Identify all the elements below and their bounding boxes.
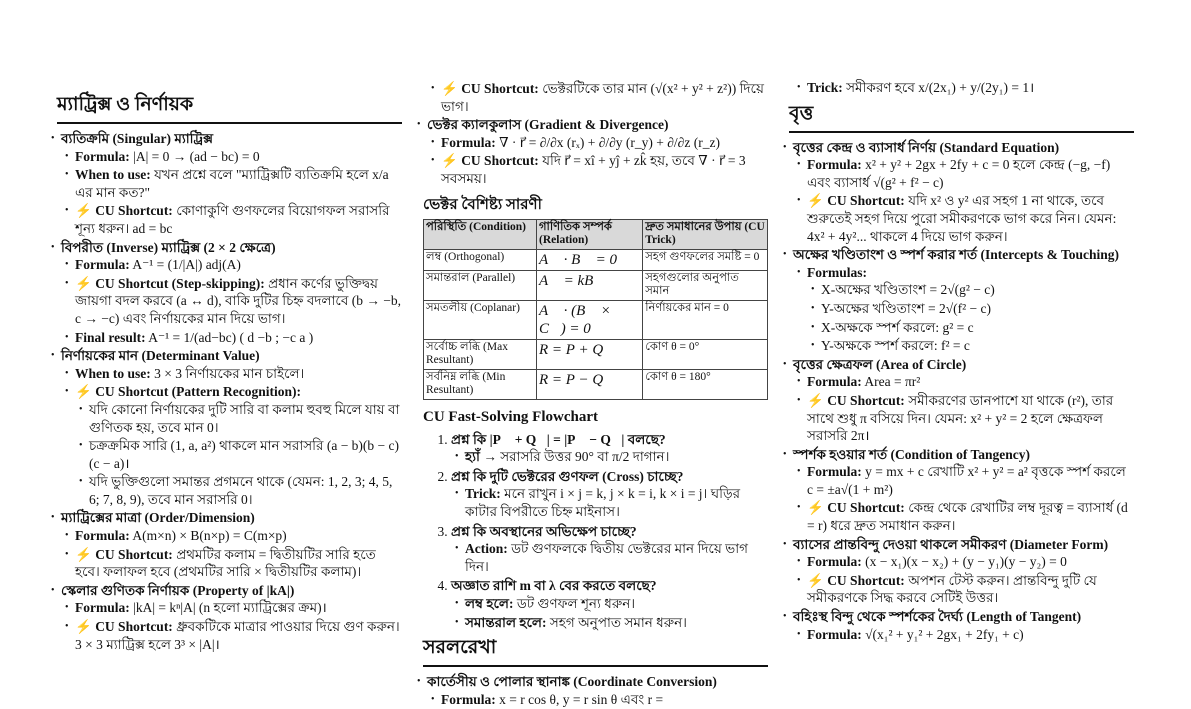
subsection-title: CU Fast-Solving Flowchart bbox=[423, 408, 598, 425]
item-label: CU Shortcut: bbox=[95, 619, 173, 635]
item-label: Final result: bbox=[75, 329, 146, 345]
bullet-list bbox=[793, 264, 1134, 355]
list-item bbox=[807, 192, 1134, 245]
item-label: Formula: bbox=[807, 157, 862, 173]
list-item bbox=[807, 373, 1134, 391]
item-text: ভেক্টরটিকে তার মান (√(x² + y² + z²)) দিয়ে ভাগ। bbox=[441, 81, 764, 114]
item-heading: ব্যতিক্রমি (Singular) ম্যাট্রিক্স bbox=[61, 131, 214, 146]
section-title: সরলরেখা bbox=[423, 637, 768, 667]
item-text: ডট গুণফল শূন্য ধরুন। bbox=[513, 595, 636, 611]
bullet-list bbox=[423, 116, 768, 187]
bullet-list bbox=[57, 130, 402, 653]
lightning-icon: ⚡ bbox=[75, 275, 96, 291]
item-label: CU Shortcut (Pattern Recognition): bbox=[95, 384, 302, 400]
list-item bbox=[441, 134, 768, 152]
item-label: CU Shortcut: bbox=[827, 392, 905, 408]
item-heading: ভেক্টর ক্যালকুলাস (Gradient & Divergence) bbox=[427, 117, 669, 133]
bullet-list bbox=[789, 79, 1134, 97]
subsection-title: ভেক্টর বৈশিষ্ট্য সারণী bbox=[423, 196, 542, 213]
list-item bbox=[441, 691, 768, 709]
item-text: |kA| = kⁿ|A| (n হলো ম্যাট্রিক্সের ক্রম)। bbox=[129, 600, 327, 616]
list-item bbox=[821, 319, 1134, 337]
list-item bbox=[75, 256, 402, 274]
table-row bbox=[424, 249, 768, 270]
table-row bbox=[424, 270, 768, 300]
list-item bbox=[807, 79, 1134, 97]
item-text: প্রথমটির কলাম = দ্বিতীয়টির সারি হতে হবে। ফলাফল হবে (প্রথমটির সারি × দ্বিতীয়টির কলাম)। bbox=[75, 546, 376, 580]
item-text: Area = πr² bbox=[861, 374, 921, 390]
bullet-list bbox=[793, 373, 1134, 444]
table-cell: সর্বনিম্ন লব্ধি (Min Resultant) bbox=[424, 369, 537, 399]
list-item bbox=[89, 401, 402, 436]
item-text: যদি x² ও y² এর সহগ 1 না থাকে, তবে শুরুতেই সহগ দিয়ে পুরো সমীকরণকে ভাগ করে নিন। যেমন: 4x² + 4y²... থাকলে 4 দিয়ে ভাগ করুন। bbox=[807, 193, 1117, 244]
table-cell: কোণ θ = 0° bbox=[643, 339, 768, 369]
list-item bbox=[793, 446, 1134, 535]
item-heading: নির্ণায়কের মান (Determinant Value) bbox=[61, 348, 260, 364]
item-heading: স্পর্শক হওয়ার শর্ত (Condition of Tangency) bbox=[793, 446, 1031, 462]
item-label: সমান্তরাল হলে: bbox=[465, 614, 547, 630]
item-text: X-অক্ষকে স্পর্শ করলে: g² = c bbox=[821, 319, 974, 335]
item-label: CU Shortcut (Step-skipping): bbox=[95, 275, 265, 291]
list-item bbox=[807, 264, 1134, 355]
lightning-icon: ⚡ bbox=[75, 546, 96, 562]
section-title: ম্যাট্রিক্স ও নির্ণায়ক bbox=[57, 94, 402, 124]
item-label: Formula: bbox=[807, 464, 862, 480]
list-item bbox=[89, 437, 402, 472]
item-text: ∇ · r⃗ = ∂/∂x (rₓ) + ∂/∂y (r_y) + ∂/∂z (r_z) bbox=[495, 134, 720, 150]
item-label: Trick: bbox=[465, 486, 501, 502]
bullet-list bbox=[793, 626, 1134, 644]
item-text: A⁻¹ = 1/(ad−bc) ( d −b ; −c a ) bbox=[145, 329, 314, 345]
list-item bbox=[75, 383, 402, 508]
table-row bbox=[424, 369, 768, 399]
column-header: পরিস্থিতি (Condition) bbox=[424, 219, 537, 249]
list-item bbox=[465, 485, 768, 520]
bullet-list bbox=[61, 256, 402, 346]
step-question: প্রশ্ন কি দুটি ভেক্টরের গুণফল (Cross) চাচ্ছে? bbox=[451, 468, 684, 484]
item-label: Trick: bbox=[807, 80, 843, 95]
list-item bbox=[61, 347, 402, 508]
lightning-icon: ⚡ bbox=[75, 619, 96, 635]
bullet-list bbox=[793, 463, 1134, 534]
lightning-icon: ⚡ bbox=[441, 153, 462, 169]
list-item bbox=[807, 463, 1134, 498]
item-text: যদি কোনো নির্ণায়কের দুটি সারি বা কলাম হুবহু মিলে যায় বা গুণিতক হয়, তবে মান 0। bbox=[89, 401, 400, 435]
list-item bbox=[807, 499, 1134, 534]
item-text: X-অক্ষের খণ্ডিতাংশ = 2√(g² − c) bbox=[821, 282, 995, 298]
item-text: সমীকরণের ডানপাশে যা থাকে (r²), তার সাথে শুধু π বসিয়ে দিন। যেমন: x² + y² = 2 হলে ক্ষেত্রফল সরাসরি 2π। bbox=[807, 392, 1114, 444]
table-row bbox=[424, 339, 768, 369]
item-text: কোণাকুণি গুণফলের বিয়োগফল সরাসরি শূন্য ধরুন। ad = bc bbox=[75, 203, 390, 236]
item-label: Formula: bbox=[75, 257, 130, 273]
list-item bbox=[465, 595, 768, 613]
list-item bbox=[793, 536, 1134, 607]
bullet-list bbox=[451, 448, 768, 466]
bullet-list bbox=[793, 156, 1134, 245]
lightning-icon: ⚡ bbox=[807, 500, 828, 516]
list-item bbox=[75, 618, 402, 653]
list-item bbox=[465, 540, 768, 575]
item-text: যদি r⃗ = xî + yĵ + zk̂ হয়, তবে ∇ · r⃗ = 3 সবসময়। bbox=[441, 153, 746, 186]
section-title: বৃত্ত bbox=[789, 103, 1134, 133]
list-item bbox=[75, 527, 402, 545]
flowchart-step bbox=[451, 468, 768, 521]
item-text: অপশন টেস্ট করুন। প্রান্তবিন্দু দুটি যে সমীকরণকে সিদ্ধ করবে সেটিই উত্তর। bbox=[807, 572, 1097, 606]
item-text: x = r cos θ, y = r sin θ এবং r = bbox=[495, 691, 664, 707]
table-cell: R = P + Q bbox=[537, 339, 643, 369]
list-item bbox=[75, 275, 402, 328]
list-item bbox=[793, 246, 1134, 355]
item-label: Action: bbox=[465, 541, 508, 557]
table-cell: সহগ গুণফলের সমষ্টি = 0 bbox=[643, 249, 768, 270]
item-heading: বিপরীত (Inverse) ম্যাট্রিক্স (2 × 2 ক্ষেত্রে) bbox=[61, 239, 276, 255]
item-text: → সরাসরি উত্তর 90° বা π/2 দাগান। bbox=[479, 449, 670, 465]
step-question: প্রশ্ন কি |P⃗ + Q⃗| = |P⃗ − Q⃗| বলছে? bbox=[451, 431, 666, 447]
column-right bbox=[789, 79, 1134, 644]
item-text: ধ্রুবকটিকে মাত্রার পাওয়ার দিয়ে গুণ করুন। 3 × 3 ম্যাট্রিক্স হলে 3³ × |A|। bbox=[75, 619, 400, 652]
list-item bbox=[821, 337, 1134, 355]
list-item bbox=[427, 116, 768, 187]
item-text: Y-অক্ষকে স্পর্শ করলে: f² = c bbox=[821, 338, 970, 354]
list-item bbox=[465, 448, 768, 466]
list-item bbox=[793, 139, 1134, 246]
bullet-list bbox=[789, 139, 1134, 644]
lightning-icon: ⚡ bbox=[807, 572, 828, 588]
table-cell: সর্বোচ্চ লব্ধি (Max Resultant) bbox=[424, 339, 537, 369]
bullet-list bbox=[451, 485, 768, 520]
item-heading: ব্যাসের প্রান্তবিন্দু দেওয়া থাকলে সমীকরণ (Diameter Form) bbox=[793, 536, 1109, 552]
flowchart-step bbox=[451, 523, 768, 576]
lightning-icon: ⚡ bbox=[807, 392, 828, 408]
vector-properties-table bbox=[423, 219, 768, 400]
list-item bbox=[75, 365, 402, 383]
item-label: Formula: bbox=[75, 528, 130, 544]
list-item bbox=[427, 673, 768, 708]
list-item bbox=[821, 281, 1134, 299]
table-cell: A⃗ · (B⃗ × C⃗) = 0 bbox=[537, 300, 643, 339]
bullet-list bbox=[61, 365, 402, 509]
item-label: CU Shortcut: bbox=[827, 500, 905, 516]
list-item bbox=[75, 202, 402, 237]
list-item bbox=[75, 599, 402, 617]
table-cell: R = P − Q bbox=[537, 369, 643, 399]
list-item bbox=[441, 152, 768, 187]
flowchart-step bbox=[451, 577, 768, 631]
table-cell: নির্ণায়কের মান = 0 bbox=[643, 300, 768, 339]
item-text: যদি ভুক্তিগুলো সমান্তর প্রগমনে থাকে (যেমন: 1, 2, 3; 4, 5, 6; 7, 8, 9), তবে মান সরাসরি 0। bbox=[89, 474, 393, 507]
flowchart-step bbox=[451, 431, 768, 466]
item-text: 3 × 3 নির্ণায়কের মান চাইলে। bbox=[150, 365, 305, 381]
table-cell: লম্ব (Orthogonal) bbox=[424, 249, 537, 270]
list-item bbox=[821, 300, 1134, 318]
list-item bbox=[89, 473, 402, 508]
bullet-list bbox=[61, 527, 402, 581]
table-cell: সমতলীয় (Coplanar) bbox=[424, 300, 537, 339]
item-text: |A| = 0 → (ad − bc) = 0 bbox=[129, 148, 260, 164]
item-label: Formula: bbox=[441, 691, 496, 707]
list-item bbox=[441, 80, 768, 115]
column-header: গাণিতিক সম্পর্ক (Relation) bbox=[537, 219, 643, 249]
item-label: CU Shortcut: bbox=[461, 153, 539, 169]
item-label: Formula: bbox=[441, 134, 496, 150]
item-label: Formula: bbox=[807, 554, 862, 570]
list-item bbox=[75, 329, 402, 347]
list-item bbox=[61, 130, 402, 238]
list-item bbox=[75, 148, 402, 166]
item-heading: কার্তেসীয় ও পোলার স্থানাঙ্ক (Coordinate Conversion) bbox=[427, 674, 717, 690]
bullet-list bbox=[427, 134, 768, 188]
item-text: যখন প্রশ্নে বলে "ম্যাট্রিক্সটি ব্যতিক্রমি হলে x/a এর মান কত?" bbox=[75, 167, 389, 200]
item-heading: স্কেলার গুণিতক নির্ণায়ক (Property of |kA|) bbox=[61, 582, 295, 598]
item-heading: অক্ষের খণ্ডিতাংশ ও স্পর্শ করার শর্ত (Intercepts & Touching) bbox=[793, 247, 1119, 263]
item-label: Formula: bbox=[807, 374, 862, 390]
bullet-list bbox=[423, 673, 768, 708]
table-header-row bbox=[424, 219, 768, 249]
list-item bbox=[793, 356, 1134, 445]
item-label: Formula: bbox=[807, 626, 862, 642]
item-text: প্রধান কর্ণের ভুক্তিদ্বয় জায়গা বদল করবে (a ↔ d), বাকি দুটির চিহ্ন বদলাবে (b → −b, c → −c) এবং নির্ণায়কের মান দিয়ে ভাগ। bbox=[75, 275, 401, 326]
list-item bbox=[61, 509, 402, 580]
item-label: CU Shortcut: bbox=[95, 546, 173, 562]
item-heading: ম্যাট্রিক্সের মাত্রা (Order/Dimension) bbox=[61, 510, 255, 526]
bullet-list bbox=[61, 148, 402, 238]
flowchart-steps bbox=[423, 431, 768, 632]
item-label: CU Shortcut: bbox=[827, 193, 905, 209]
list-item bbox=[807, 156, 1134, 191]
step-question: প্রশ্ন কি অবস্থানের অভিক্ষেপ চাচ্ছে? bbox=[451, 523, 637, 539]
list-item bbox=[75, 166, 402, 201]
item-label: CU Shortcut: bbox=[95, 203, 173, 219]
list-item bbox=[807, 572, 1134, 607]
item-text: (x − x₁)(x − x₂) + (y − y₁)(y − y₂) = 0 bbox=[861, 554, 1067, 570]
item-text: Y-অক্ষের খণ্ডিতাংশ = 2√(f² − c) bbox=[821, 300, 992, 316]
step-question: অজ্ঞাত রাশি m বা λ বের করতে বলছে? bbox=[451, 578, 657, 594]
item-label: CU Shortcut: bbox=[827, 572, 905, 588]
item-text: ডট গুণফলকে দ্বিতীয় ভেক্টরের মান দিয়ে ভাগ দিন। bbox=[465, 541, 749, 574]
lightning-icon: ⚡ bbox=[75, 203, 96, 219]
item-text: সমীকরণ হবে x/(2x₁) + y/(2y₁) = 1। bbox=[842, 80, 1035, 95]
bullet-list bbox=[451, 540, 768, 575]
bullet-list bbox=[75, 401, 402, 509]
column-middle bbox=[423, 80, 768, 709]
item-heading: বৃত্তের ক্ষেত্রফল (Area of Circle) bbox=[793, 356, 967, 372]
table-cell: A⃗ · B⃗ = 0 bbox=[537, 249, 643, 270]
item-label: লম্ব হলে: bbox=[465, 595, 514, 611]
item-text: A(m×n) × B(n×p) = C(m×p) bbox=[129, 528, 287, 544]
bullet-list bbox=[807, 281, 1134, 354]
table-cell: কোণ θ = 180° bbox=[643, 369, 768, 399]
column-header: দ্রুত সমাধানের উপায় (CU Trick) bbox=[643, 219, 768, 249]
table-row bbox=[424, 300, 768, 339]
list-item bbox=[61, 582, 402, 653]
item-label: Formula: bbox=[75, 148, 130, 164]
item-heading: বৃত্তের কেন্দ্র ও ব্যাসার্ধ নির্ণয় (Standard Equation) bbox=[793, 139, 1060, 155]
list-item bbox=[75, 546, 402, 581]
table-cell: সহগগুলোর অনুপাত সমান bbox=[643, 270, 768, 300]
item-label: Formulas: bbox=[807, 264, 867, 280]
item-label: When to use: bbox=[75, 365, 151, 381]
item-text: সহগ অনুপাত সমান ধরুন। bbox=[546, 614, 687, 630]
item-text: মনে রাখুন i × j = k, j × k = i, k × i = j। ঘড়ির কাটার বিপরীতে চিহ্ন মাইনাস। bbox=[465, 486, 741, 519]
item-label: Formula: bbox=[75, 600, 130, 616]
lightning-icon: ⚡ bbox=[441, 81, 462, 96]
list-item bbox=[807, 392, 1134, 445]
list-item bbox=[807, 626, 1134, 644]
item-text: A⁻¹ = (1/|A|) adj(A) bbox=[129, 257, 241, 273]
list-item bbox=[61, 239, 402, 347]
lightning-icon: ⚡ bbox=[75, 384, 96, 400]
list-item bbox=[807, 553, 1134, 571]
lightning-icon: ⚡ bbox=[807, 193, 828, 209]
item-heading: বহিঃস্থ বিন্দু থেকে স্পর্শকের দৈর্ঘ্য (Length of Tangent) bbox=[793, 609, 1082, 625]
item-text: y = mx + c রেখাটি x² + y² = a² বৃত্তকে স্পর্শ করলে c = ±a√(1 + m²) bbox=[807, 464, 1126, 497]
item-label: CU Shortcut: bbox=[461, 81, 539, 96]
list-item bbox=[465, 614, 768, 632]
table-cell: সমান্তরাল (Parallel) bbox=[424, 270, 537, 300]
item-text: চক্রক্রমিক সারি (1, a, a²) থাকলে মান সরাসরি (a − b)(b − c)(c − a)। bbox=[89, 438, 400, 471]
bullet-list bbox=[793, 553, 1134, 607]
column-left bbox=[57, 88, 402, 654]
item-label: When to use: bbox=[75, 167, 151, 183]
item-text: কেন্দ্র থেকে রেখাটির লম্ব দূরত্ব = ব্যাসার্ধ (d = r) ধরে দ্রুত সমাধান করুন। bbox=[807, 500, 1128, 534]
item-text: √(x₁² + y₁² + 2gx₁ + 2fy₁ + c) bbox=[861, 626, 1024, 642]
table-cell: A⃗ = kB⃗ bbox=[537, 270, 643, 300]
bullet-list bbox=[423, 80, 768, 115]
bullet-list bbox=[61, 599, 402, 653]
bullet-list bbox=[427, 691, 768, 709]
item-label: হ্যাঁ bbox=[465, 449, 480, 465]
item-text: x² + y² + 2gx + 2fy + c = 0 হলে কেন্দ্র (−g, −f) এবং ব্যাসার্ধ √(g² + f² − c) bbox=[807, 157, 1111, 190]
